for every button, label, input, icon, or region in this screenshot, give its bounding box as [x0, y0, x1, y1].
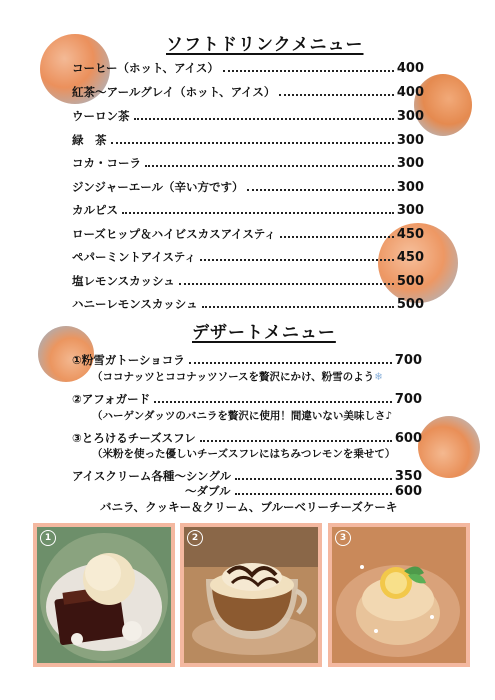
drink-item: [72, 82, 424, 100]
drink-item: [72, 247, 424, 265]
dessert-name: ①粉雪ガトーショコラ: [72, 353, 185, 367]
dessert-name: ②アフォガード: [72, 392, 151, 406]
drink-price: 450: [396, 227, 424, 242]
dessert-note: （米粉を使った優しいチーズスフレにはちみつレモンを乗せて）: [92, 448, 396, 460]
cheese-souffle-illustration: [332, 527, 466, 663]
dot-leader: [235, 493, 392, 495]
drink-item: [72, 58, 424, 76]
dot-leader: [200, 259, 394, 261]
drink-item: [72, 200, 424, 218]
icecream-name: アイスクリーム各種～シングル: [72, 469, 231, 483]
dot-leader: [247, 189, 393, 191]
drink-name: ローズヒップ＆ハイビスカスアイスティ: [72, 227, 276, 241]
dot-leader: [111, 142, 394, 144]
dessert-note-text: （ココナッツとココナッツソースを贅沢にかけ、粉雪のよう: [92, 371, 375, 383]
dot-leader: [279, 94, 393, 96]
drink-price: 300: [396, 180, 424, 195]
dot-leader: [280, 236, 394, 238]
drink-item: [72, 271, 424, 289]
desserts-heading: デザートメニュー: [192, 323, 336, 343]
drink-item: [72, 106, 424, 124]
drinks-heading: ソフトドリンクメニュー: [166, 35, 364, 55]
drink-name: カルピス: [72, 203, 118, 217]
drink-price: 300: [396, 133, 424, 148]
dot-leader: [223, 70, 394, 72]
drink-price: 300: [396, 109, 424, 124]
drink-price: 500: [396, 274, 424, 289]
affogato-photo: [180, 523, 322, 667]
drink-item: [72, 224, 424, 242]
gateau-chocolat-photo: [33, 523, 175, 667]
drink-name: ハニーレモンスカッシュ: [72, 297, 198, 311]
dessert-price: 700: [394, 392, 422, 407]
drink-name: ウーロン茶: [72, 109, 130, 123]
dot-leader: [235, 478, 392, 480]
dessert-price: 600: [394, 431, 422, 446]
dot-leader: [145, 165, 394, 167]
drink-price: 400: [396, 85, 424, 100]
drink-item: [72, 153, 424, 171]
drink-price: 300: [396, 203, 424, 218]
dessert-item: [72, 428, 422, 446]
dessert-name: ③とろけるチーズスフレ: [72, 431, 196, 445]
icecream-double-price: 600: [394, 484, 422, 499]
drink-name: ジンジャーエール（辛い方です）: [72, 180, 244, 194]
drink-price: 300: [396, 156, 424, 171]
icecream-double: [72, 481, 422, 499]
drink-name: コーヒー（ホット、アイス）: [72, 61, 219, 75]
dot-leader: [179, 283, 394, 285]
snowflake-icon: ❄: [374, 371, 383, 383]
icecream-single-price: 350: [394, 469, 422, 484]
affogato-illustration: [184, 527, 318, 663]
dessert-note: （ハーゲンダッツのバニラを贅沢に使用！間違いない美味しさ♪: [92, 410, 393, 422]
photo-number: 3: [335, 530, 351, 546]
dot-leader: [134, 118, 394, 120]
dot-leader: [122, 212, 394, 214]
dessert-item: [72, 350, 422, 368]
decorative-blob: [418, 416, 480, 478]
drink-name: コカ・コーラ: [72, 156, 141, 170]
photo-number: 2: [187, 530, 203, 546]
dot-leader: [202, 306, 394, 308]
icecream-flavors: バニラ、クッキー＆クリーム、ブルーベリーチーズケーキ: [100, 500, 398, 514]
drink-name: 紅茶～アールグレイ（ホット、アイス）: [72, 85, 276, 99]
drink-item: [72, 294, 424, 312]
drink-price: 450: [396, 250, 424, 265]
drink-item: [72, 177, 424, 195]
dot-leader: [154, 401, 392, 403]
dessert-note: [92, 369, 383, 384]
dot-leader: [189, 362, 392, 364]
dessert-price: 700: [394, 353, 422, 368]
drink-price: 400: [396, 61, 424, 76]
gateau-chocolat-illustration: [37, 527, 171, 663]
photo-number: 1: [40, 530, 56, 546]
dessert-item: [72, 389, 422, 407]
drink-item: [72, 130, 424, 148]
drink-name: ペパーミントアイスティ: [72, 250, 196, 264]
icecream-double-label: ～ダブル: [185, 484, 231, 498]
cheese-souffle-photo: [328, 523, 470, 667]
drink-name: 緑 茶: [72, 133, 107, 147]
dot-leader: [200, 440, 392, 442]
drink-price: 500: [396, 297, 424, 312]
drink-name: 塩レモンスカッシュ: [72, 274, 175, 288]
